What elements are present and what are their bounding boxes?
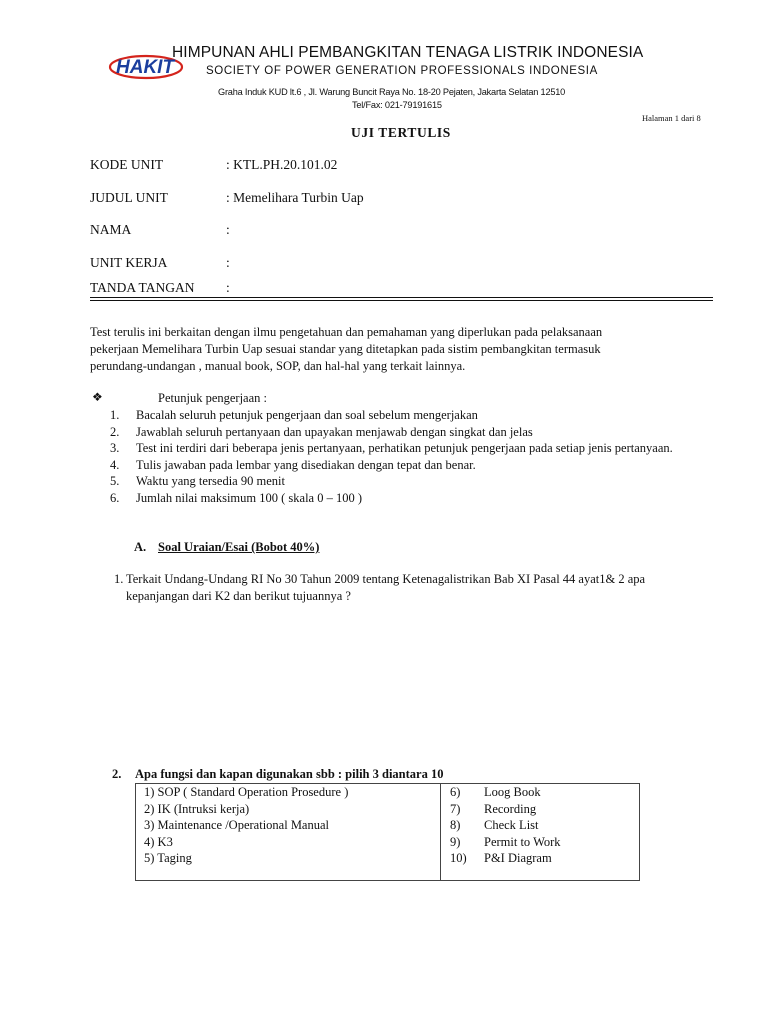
intro-line: Test terulis ini berkaitan dengan ilmu pengetahuan dan pemahaman yang diperlukan pada pelaksanaan — [90, 325, 603, 339]
field-label-nama: NAMA — [90, 222, 132, 237]
field-label-tanda-tangan: TANDA TANGAN — [90, 280, 195, 295]
field-value-judul-unit: : Memelihara Turbin Uap — [226, 190, 364, 205]
double-rule-top — [90, 297, 713, 298]
field-value-nama[interactable]: : — [226, 222, 230, 237]
options-left-column — [144, 784, 348, 867]
question-2 — [112, 767, 443, 782]
tel-fax: Tel/Fax: 021-79191615 — [352, 100, 442, 110]
table-row: 6) Loog Book — [450, 785, 541, 799]
question-number: 1. — [114, 572, 124, 586]
address-line: Graha Induk KUD lt.6 , Jl. Warung Buncit Raya No. 18-20 Pejaten, Jakarta Selatan 12510 — [218, 87, 566, 97]
field-value-tanda-tangan[interactable]: : — [226, 280, 230, 295]
table-divider — [440, 784, 441, 880]
table-row: 10) P&I Diagram — [450, 851, 552, 865]
instructions-list — [110, 407, 714, 506]
list-item: 4. Tulis jawaban pada lembar yang disediakan dengan tepat dan benar. — [110, 457, 476, 472]
org-name: HIMPUNAN AHLI PEMBANGKITAN TENAGA LISTRIK INDONESIA — [172, 44, 644, 61]
section-letter: A. — [134, 540, 147, 554]
field-label-kode-unit: KODE UNIT — [90, 157, 164, 172]
table-row: 3) Maintenance /Operational Manual — [144, 818, 329, 832]
question-number: 2. — [112, 767, 122, 781]
double-rule-bottom — [90, 300, 713, 301]
field-label-unit-kerja: UNIT KERJA — [90, 255, 168, 270]
document-title: UJI TERTULIS — [351, 125, 451, 140]
question-line: Terkait Undang-Undang RI No 30 Tahun 2009 tentang Ketenagalistrikan Bab XI Pasal 44 ayat1& 2 apa — [126, 572, 646, 586]
table-row: 8) Check List — [450, 818, 539, 832]
intro-line: pekerjaan Memelihara Turbin Uap sesuai standar yang ditetapkan pada sistim pembangkitan termasuk — [90, 342, 601, 356]
table-row: 4) K3 — [144, 834, 173, 849]
question-text: Apa fungsi dan kapan digunakan sbb : pilih 3 diantara 10 — [135, 767, 444, 781]
list-item: 2. Jawablah seluruh pertanyaan dan upayakan menjawab dengan singkat dan jelas — [110, 424, 533, 439]
instructions-title: Petunjuk pengerjaan : — [158, 391, 267, 405]
org-subtitle: SOCIETY OF POWER GENERATION PROFESSIONALS INDONESIA — [206, 65, 598, 77]
intro-line: perundang-undangan , manual book, SOP, dan hal-hal yang terkait lainnya. — [90, 359, 466, 373]
options-table — [135, 783, 640, 881]
table-row: 1) SOP ( Standard Operation Prosedure ) — [144, 785, 349, 799]
options-right-column — [450, 784, 561, 867]
table-row: 7) Recording — [450, 801, 537, 816]
diamond-bullet-icon: ❖ — [92, 390, 103, 404]
table-row: 2) IK (Intruksi kerja) — [144, 801, 250, 816]
page-number: Halaman 1 dari 8 — [642, 113, 701, 123]
list-item: 6. Jumlah nilai maksimum 100 ( skala 0 – 100 ) — [110, 490, 363, 505]
list-item: 5. Waktu yang tersedia 90 menit — [110, 474, 285, 488]
question-1 — [114, 571, 714, 605]
logo-text: HAKIT — [116, 57, 175, 78]
list-item: 3. Test ini terdiri dari beberapa jenis pertanyaan, perhatikan petunjuk pengerjaan pada setiap jenis pertanyaan. — [110, 441, 673, 455]
field-label-judul-unit: JUDUL UNIT — [90, 190, 168, 205]
field-value-unit-kerja[interactable]: : — [226, 255, 230, 270]
list-item: 1. Bacalah seluruh petunjuk pengerjaan dan soal sebelum mengerjakan — [110, 408, 478, 422]
section-title: Soal Uraian/Esai (Bobot 40%) — [158, 540, 320, 554]
table-row: 9) Permit to Work — [450, 834, 561, 849]
section-a-heading — [134, 540, 319, 555]
field-value-kode-unit: : KTL.PH.20.101.02 — [226, 157, 338, 172]
intro-paragraph — [90, 324, 714, 375]
question-line: kepanjangan dari K2 dan berikut tujuannya ? — [126, 589, 351, 603]
table-row: 5) Taging — [144, 851, 192, 865]
